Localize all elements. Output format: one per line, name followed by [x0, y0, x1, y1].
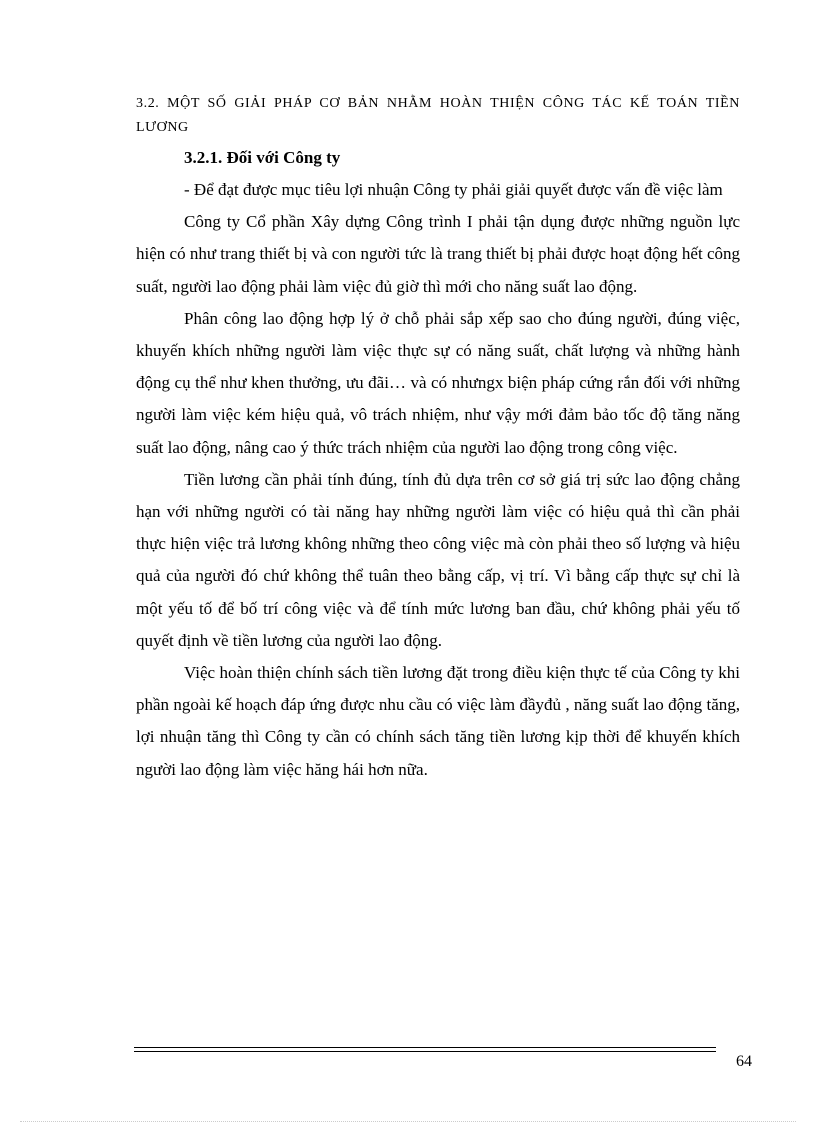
- section-heading: 3.2. MỘT SỐ GIẢI PHÁP CƠ BẢN NHẰM HOÀN THIỆN CÔNG TÁC KẾ TOÁN TIỀN LƯƠNG: [136, 96, 740, 135]
- paragraph-resources: Công ty Cổ phần Xây dựng Công trình I phải tận dụng được những nguồn lực hiện có như trang thiết bị và con người tức là trang thiết bị phải được hoạt động hết công suất, người lao động phải làm việc đủ giờ thì mới cho năng suất lao động.: [136, 212, 740, 296]
- page-content: [136, 92, 740, 786]
- paragraph-wage-calculation: Tiền lương cần phải tính đúng, tính đủ dựa trên cơ sở giá trị sức lao động chẳng hạn với những người có tài năng hay những người làm việc có hiệu quả thì cần phải thực hiện việc trả lương không những theo công việc mà còn phải theo số lượng và hiệu quả của người đó chứ không thể tuân theo bằng cấp, vị trí. Vì bằng cấp thực sự chỉ là một yếu tố để bố trí công việc và để tính mức lương ban đầu, chứ không phải yếu tố quyết định về tiền lương của người lao động.: [136, 469, 740, 650]
- paragraph-labor-allocation: Phân công lao động hợp lý ở chỗ phải sắp xếp sao cho đúng người, đúng việc, khuyến khích những người làm việc thực sự có năng suất, chất lượng và những hành động cụ thể như khen thưởng, ưu đãi… và có nhưngx biện pháp cứng rắn đối với những người làm việc kém hiệu quả, vô trách nhiệm, như vậy mới đảm bảo tốc độ tăng năng suất lao động, nâng cao ý thức trách nhiệm của người lao động trong công việc.: [136, 308, 740, 457]
- page-bottom-border: [20, 1121, 796, 1122]
- footer-divider: [134, 1047, 716, 1052]
- paragraph-goal: - Để đạt được mục tiêu lợi nhuận Công ty phải giải quyết được vấn đề việc làm: [184, 180, 723, 199]
- subsection-heading: 3.2.1. Đối với Công ty: [184, 148, 341, 167]
- paragraph-wage-policy: Việc hoàn thiện chính sách tiền lương đặt trong điều kiện thực tế của Công ty khi phần ngoài kế hoạch đáp ứng được nhu cầu có việc làm đầyđủ , năng suất lao động tăng, lợi nhuận tăng thì Công ty cần có chính sách tăng tiền lương kịp thời để khuyến khích người lao động làm việc hăng hái hơn nữa.: [136, 663, 740, 779]
- page-number: 64: [736, 1053, 752, 1070]
